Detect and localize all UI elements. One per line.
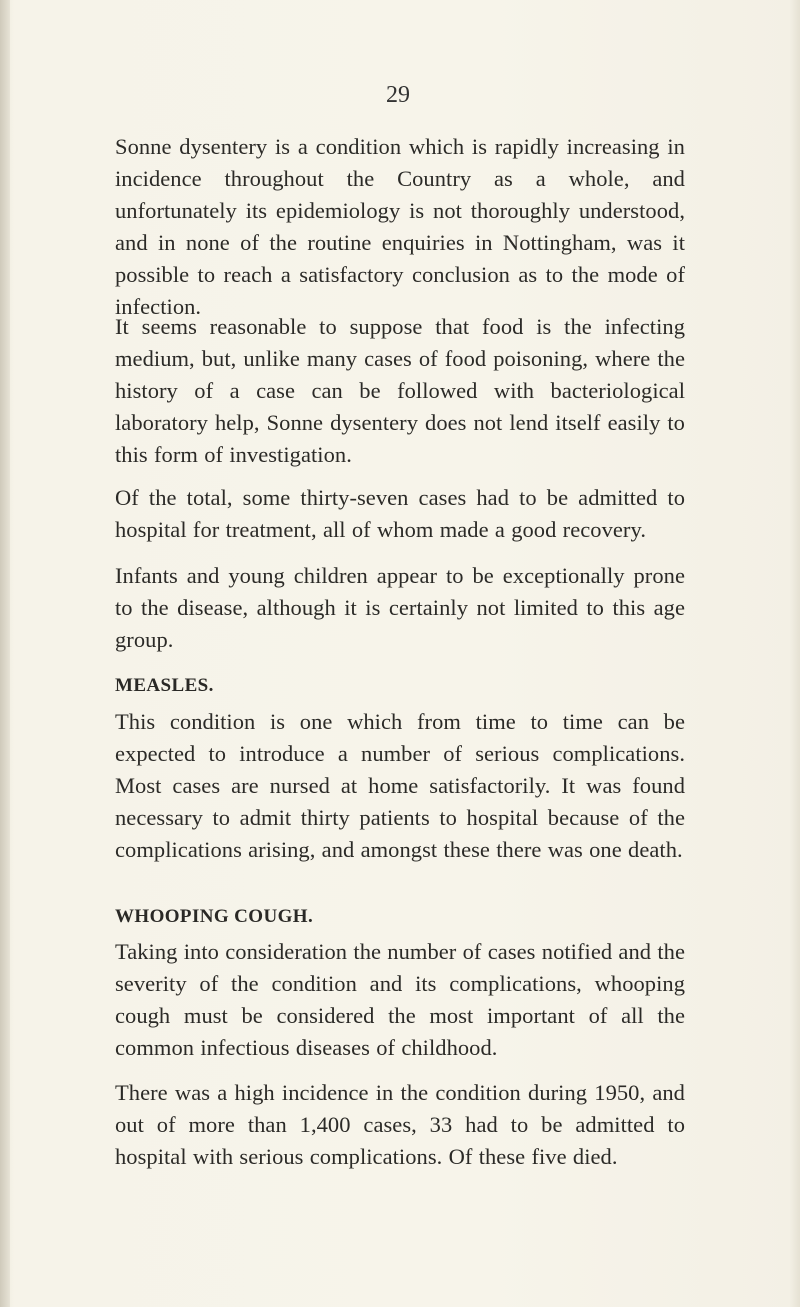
page-left-edge	[0, 0, 10, 1307]
paragraph-text: It seems reasonable to suppose that food is the infecting medium, but, unlike many cases of food poisoning, where the history of a case can be followed with bacteriological laboratory help, Sonne dysentery does not lend itself easily to this form of investigation.	[115, 314, 685, 467]
paragraph-text: Infants and young children appear to be exceptionally prone to the disease, although it is certainly not limited to this age group.	[115, 563, 685, 652]
paragraph-infants	[115, 560, 685, 656]
paragraph-text: Taking into consideration the number of cases notified and the severity of the condition and its complications, whooping cough must be considered the most important of all the common infectious diseases of childhood.	[115, 939, 685, 1060]
paragraph-text: Sonne dysentery is a condition which is rapidly increasing in incidence throughout the Country as a whole, and unfortunately its epidemiology is not thoroughly understood, and in none of the routine enquiries in Nottingham, was it possible to reach a satisfactory conclusion as to the mode of infection.	[115, 134, 685, 319]
paragraph-text: There was a high incidence in the condition during 1950, and out of more than 1,400 cases, 33 had to be admitted to hospital with serious complications. Of these five died.	[115, 1080, 685, 1169]
paragraph-hospital-admissions	[115, 482, 685, 546]
paragraph-sonne-dysentery-1	[115, 131, 685, 323]
heading-whooping-cough: WHOOPING COUGH.	[115, 906, 314, 927]
heading-measles: MEASLES.	[115, 675, 214, 696]
paragraph-measles	[115, 706, 685, 866]
paragraph-text: Of the total, some thirty-seven cases had to be admitted to hospital for treatment, all of whom made a good recovery.	[115, 485, 685, 542]
paragraph-text: This condition is one which from time to time can be expected to introduce a number of serious complications. Most cases are nursed at home satisfactorily. It was found necessary to admit thirty patients to hospital because of the complications arising, and amongst these there was one death.	[115, 709, 685, 862]
page-right-edge	[790, 0, 800, 1307]
paragraph-whooping-cough-1	[115, 936, 685, 1064]
paragraph-sonne-dysentery-2	[115, 311, 685, 471]
paragraph-whooping-cough-2	[115, 1077, 685, 1173]
page-number: 29	[386, 82, 410, 108]
